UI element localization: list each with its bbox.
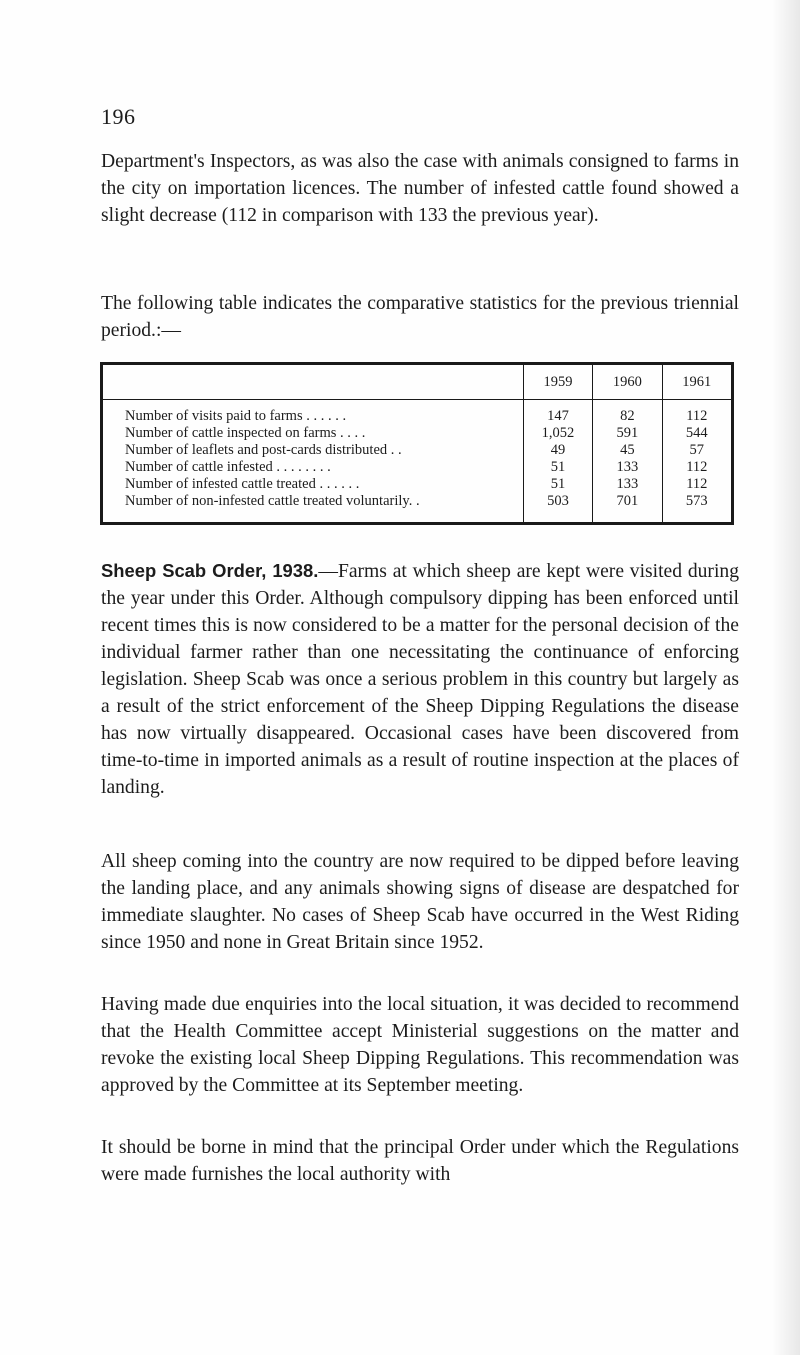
cell-1960: 82 bbox=[593, 400, 662, 426]
cell-1961: 57 bbox=[662, 442, 732, 459]
row-label: Number of non-infested cattle treated voluntarily. . bbox=[125, 493, 420, 509]
table-header-1959: 1959 bbox=[523, 364, 592, 400]
cell-1961: 112 bbox=[662, 400, 732, 426]
table-row bbox=[102, 493, 733, 524]
cell-1959: 147 bbox=[523, 400, 592, 426]
table-header-1961: 1961 bbox=[662, 364, 732, 400]
row-label: Number of cattle inspected on farms . . . . bbox=[125, 425, 366, 441]
cell-1959: 503 bbox=[523, 493, 592, 524]
paragraph-committee-recommendation: Having made due enquiries into the local situation, it was decided to recommend that the Health Committee accept Ministerial suggestions on the matter and revoke the existing local Sheep Dipping Regulations. This recommendation was approved by the Committee at its September meeting. bbox=[101, 994, 739, 1096]
comparative-statistics-table bbox=[100, 362, 734, 525]
row-label: Number of leaflets and post-cards distributed . . bbox=[125, 442, 402, 458]
page-number: 196 bbox=[101, 104, 136, 129]
section-heading-sheep-scab-order: Sheep Scab Order, 1938. bbox=[101, 560, 319, 581]
cell-1961: 544 bbox=[662, 425, 732, 442]
table-row bbox=[102, 459, 733, 476]
table-header-label bbox=[102, 364, 524, 400]
table-header-1960: 1960 bbox=[593, 364, 662, 400]
cell-1961: 573 bbox=[662, 493, 732, 524]
paragraph-dipping-requirement: All sheep coming into the country are now required to be dipped before leaving the landing place, and any animals showing signs of disease are despatched for immediate slaughter. No cases of Sheep Scab have occurred in the West Riding since 1950 and none in Great Britain since 1952. bbox=[101, 851, 739, 953]
cell-1960: 133 bbox=[593, 459, 662, 476]
cell-1960: 45 bbox=[593, 442, 662, 459]
row-label: Number of cattle infested . . . . . . . . bbox=[125, 459, 331, 475]
cell-1960: 133 bbox=[593, 476, 662, 493]
table-header-row bbox=[102, 364, 733, 400]
paragraph-table-intro: The following table indicates the comparative statistics for the previous triennial period.:— bbox=[101, 293, 739, 341]
cell-1959: 51 bbox=[523, 459, 592, 476]
paragraph-principal-order: It should be borne in mind that the principal Order under which the Regulations were made furnishes the local authority with bbox=[101, 1137, 739, 1185]
cell-1961: 112 bbox=[662, 476, 732, 493]
table-row bbox=[102, 400, 733, 426]
row-label: Number of visits paid to farms . . . . . . bbox=[125, 408, 347, 424]
page-edge-shadow bbox=[772, 0, 800, 1355]
table-row bbox=[102, 476, 733, 493]
cell-1959: 51 bbox=[523, 476, 592, 493]
paragraph-inspectors: Department's Inspectors, as was also the case with animals consigned to farms in the city on importation licences. The number of infested cattle found showed a slight decrease (112 in comparison with 133 the previous year). bbox=[101, 151, 739, 226]
row-label: Number of infested cattle treated . . . . . . bbox=[125, 476, 360, 492]
cell-1959: 49 bbox=[523, 442, 592, 459]
sheep-scab-order-body: —Farms at which sheep are kept were visited during the year under this Order. Although compulsory dipping has been enforced until recent times this is now considered to be a matter for the personal decision of the individual farmer rather than one necessitating the continuance of enforcing legislation. Sheep Scab was once a serious problem in this country but largely as a result of the strict enforcement of the Sheep Dipping Regulations the disease has now virtually disappeared. Occasional cases have been discovered from time-to-time in imported animals as a result of routine inspection at the places of landing. bbox=[101, 561, 739, 798]
cell-1959: 1,052 bbox=[523, 425, 592, 442]
paragraph-sheep-scab-order bbox=[101, 557, 739, 801]
cell-1960: 701 bbox=[593, 493, 662, 524]
cell-1961: 112 bbox=[662, 459, 732, 476]
table-row bbox=[102, 442, 733, 459]
cell-1960: 591 bbox=[593, 425, 662, 442]
table-row bbox=[102, 425, 733, 442]
